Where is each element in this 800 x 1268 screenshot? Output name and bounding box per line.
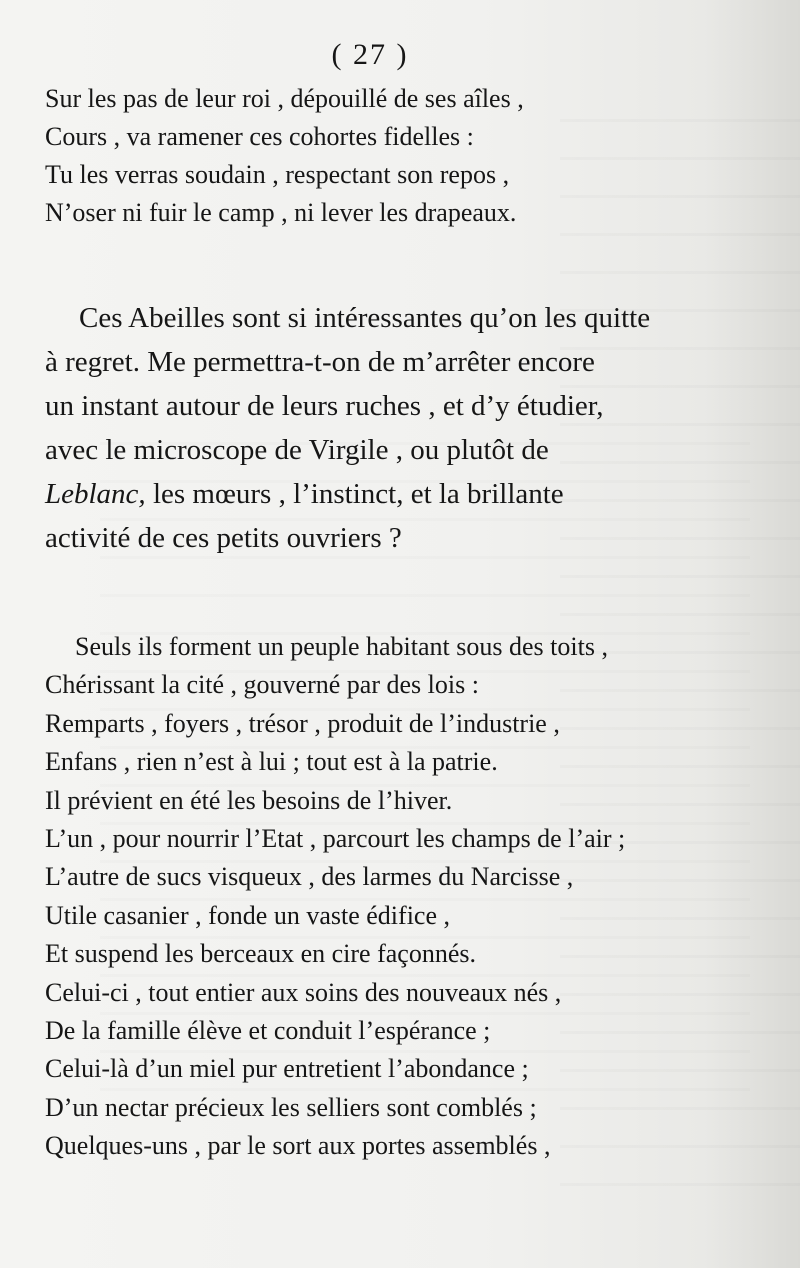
verse-line: Tu les verras soudain , respectant son repos , (45, 160, 510, 189)
page-number: ( 27 ) (331, 38, 409, 71)
author-name: Leblanc, (45, 478, 146, 510)
prose-line (45, 472, 705, 516)
verse-top (45, 80, 524, 232)
verse-line: Celui-là d’un miel pur entretient l’abondance ; (45, 1054, 529, 1084)
prose-paragraph (45, 296, 705, 560)
prose-line-rest: les mœurs , l’instinct, et la brillante (145, 478, 564, 510)
verse-bottom (45, 628, 625, 1165)
prose-line: Ces Abeilles sont si intéressantes qu’on les quitte (79, 302, 651, 334)
verse-line: Celui-ci , tout entier aux soins des nouveaux nés , (45, 977, 562, 1007)
verse-line: L’un , pour nourrir l’Etat , parcourt les champs de l’air ; (45, 823, 626, 853)
prose-line: activité de ces petits ouvriers ? (45, 522, 402, 554)
verse-line: De la famille élève et conduit l’espérance ; (45, 1015, 491, 1045)
prose-line: à regret. Me permettra-t-on de m’arrêter encore (45, 346, 595, 378)
prose-line: un instant autour de leurs ruches , et d’y étudier, (45, 390, 604, 422)
verse-line: N’oser ni fuir le camp , ni lever les drapeaux. (45, 198, 517, 227)
verse-line: Seuls ils forment un peuple habitant sous des toits , (75, 632, 608, 661)
verse-line: Remparts , foyers , trésor , produit de l’industrie , (45, 708, 560, 738)
verse-line: Chérissant la cité , gouverné par des lois : (45, 670, 479, 700)
verse-line: Il prévient en été les besoins de l’hiver. (45, 785, 453, 815)
verse-line: Et suspend les berceaux en cire façonnés. (45, 939, 476, 969)
verse-line: Utile casanier , fonde un vaste édifice , (45, 900, 450, 930)
verse-line: Sur les pas de leur roi , dépouillé de ses aîles , (45, 84, 524, 113)
verse-line: Cours , va ramener ces cohortes fidelles : (45, 122, 474, 151)
verse-line: D’un nectar précieux les selliers sont comblés ; (45, 1092, 537, 1122)
verse-line: Enfans , rien n’est à lui ; tout est à la patrie. (45, 747, 498, 777)
verse-line: Quelques-uns , par le sort aux portes assemblés , (45, 1131, 551, 1161)
prose-line: avec le microscope de Virgile , ou plutôt de (45, 434, 549, 466)
verse-line: L’autre de sucs visqueux , des larmes du Narcisse , (45, 862, 574, 892)
